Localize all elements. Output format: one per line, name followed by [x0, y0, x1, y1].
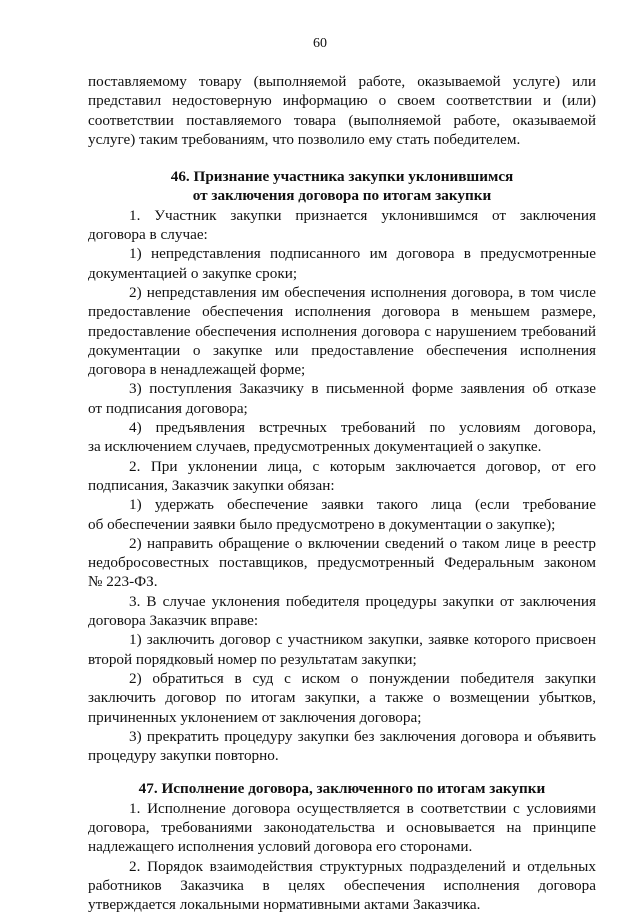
section-46-line: 4) предъявления встречных требований по условиям договора, [129, 419, 596, 437]
section-46-line: 2) направить обращение о включении сведений о таком лице в реестр [129, 534, 596, 552]
section-46-line: причиненных уклонением от заключения договора; [88, 708, 422, 726]
section-46-line: за исключением случаев, предусмотренных документацией о закупке. [88, 438, 542, 456]
section-46-line: 3. В случае уклонения победителя процедуры закупки от заключения [129, 592, 596, 610]
section-46-line: от подписания договора; [88, 399, 248, 417]
section-46-line: договора в ненадлежащей форме; [88, 361, 306, 379]
section-46-line: 1) заключить договор с участником закупки, заявке которого присвоен [129, 631, 596, 649]
section-46-line: документацией о закупке сроки; [88, 264, 298, 282]
section-47-line: 2. Порядок взаимодействия структурных подразделений и отдельных [129, 857, 596, 875]
section-47-line: утверждается локальными нормативными актами Заказчика. [88, 896, 481, 914]
intro-line: соответствии поставляемого товара (выполняемой работе, оказываемой [88, 111, 596, 129]
section-46-line: договора Заказчик вправе: [88, 612, 259, 630]
section-46-line: второй порядковый номер по результатам закупки; [88, 650, 417, 668]
section-46-line: недобросовестных поставщиков, предусмотренный Федеральным законом [88, 554, 596, 572]
section-46-heading: от заключения договора по итогам закупки [192, 187, 492, 205]
section-46-line: 2. При уклонении лица, с которым заключается договор, от его [129, 457, 596, 475]
intro-line: услуге) таким требованиям, что позволило ему стать победителем. [88, 130, 521, 148]
section-46-line: № 223-ФЗ. [88, 573, 158, 591]
section-47-line: 1. Исполнение договора осуществляется в соответствии с условиями [129, 799, 596, 817]
section-46-line: 1) удержать обеспечение заявки такого лица (если требование [129, 496, 596, 514]
section-46-line: об обеспечении заявки было предусмотрено в документации о закупке); [88, 515, 556, 533]
section-46-line: 2) непредставления им обеспечения исполнения договора, в том числе [129, 283, 596, 301]
section-47-line: работников Заказчика в целях обеспечения исполнения договора [88, 876, 596, 894]
section-47-heading: 47. Исполнение договора, заключенного по итогам закупки [138, 780, 546, 798]
page-number: 60 [313, 36, 327, 51]
section-46-heading: 46. Признание участника закупки уклонившимся [170, 168, 514, 186]
section-46-line: 2) обратиться в суд с иском о понуждении победителя закупки [129, 669, 596, 687]
intro-line: поставляемому товару (выполняемой работе, оказываемой услуге) или [88, 73, 596, 90]
section-46-line: 3) прекратить процедуру закупки без заключения договора и объявить [129, 727, 596, 745]
document-body [88, 72, 596, 914]
intro-line: представил недостоверную информацию о своем соответствии и (или) [88, 92, 596, 110]
section-46-line: процедуру закупки повторно. [88, 747, 279, 765]
section-46-line: подписания, Заказчик закупки обязан: [88, 476, 335, 494]
section-46-line: 1) непредставления подписанного им договора в предусмотренные [129, 245, 596, 263]
section-47-line: надлежащего исполнения условий договора его сторонами. [88, 838, 473, 856]
section-46-line: заключить договор по итогам закупки, а также о возмещении убытков, [88, 689, 596, 707]
section-47-line: договора, требованиями законодательства и основывается на принципе [88, 818, 596, 836]
section-46-line: предоставление обеспечения исполнения договора в меньшем размере, [88, 303, 596, 321]
section-46-line: 3) поступления Заказчику в письменной форме заявления об отказе [129, 380, 596, 398]
section-46-line: документации о закупке или предоставление обеспечения исполнения [88, 341, 596, 359]
section-46-line: договора в случае: [88, 226, 208, 244]
section-46-line: 1. Участник закупки признается уклонившимся от заключения [129, 206, 596, 224]
section-46-line: предоставление обеспечения исполнения договора с нарушением требований [88, 322, 596, 340]
